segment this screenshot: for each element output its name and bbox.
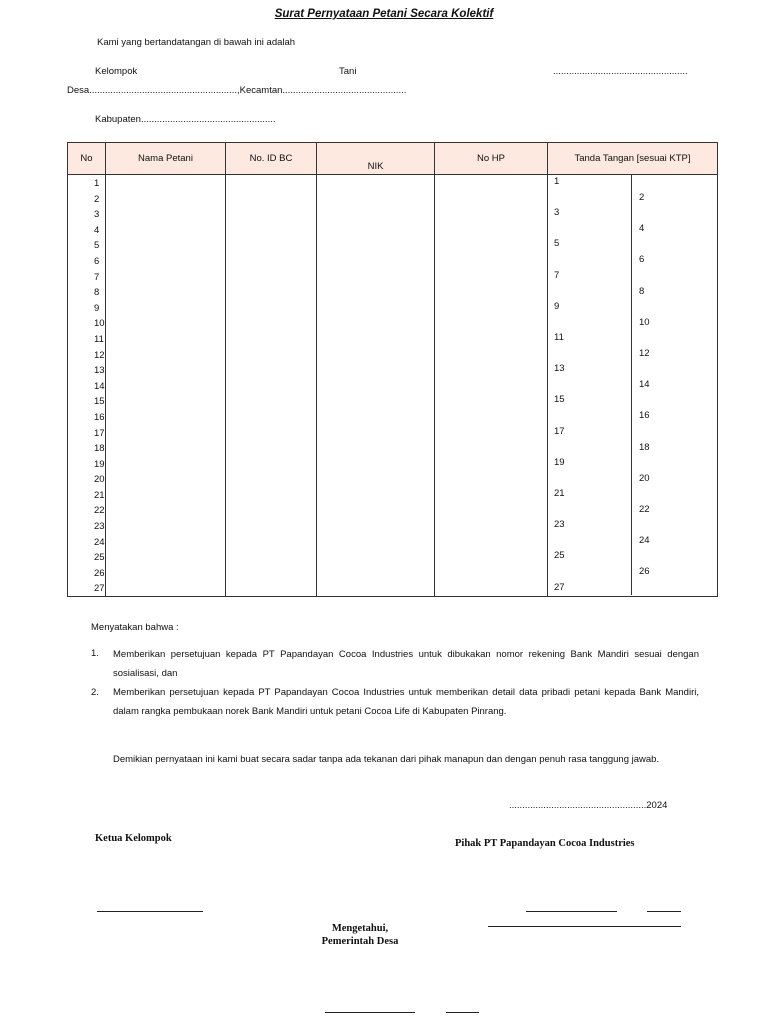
- row-number: 11: [94, 333, 104, 345]
- signature-number-right: 8: [639, 285, 645, 297]
- row-number: 7: [94, 271, 100, 283]
- row-number: 10: [94, 318, 105, 330]
- no-hp-column[interactable]: [435, 175, 548, 597]
- signature-divider: [631, 175, 632, 595]
- pt-papandayan-title: Pihak PT Papandayan Cocoa Industries: [455, 838, 635, 849]
- signature-number-left: 19: [554, 456, 565, 468]
- row-number: 12: [94, 349, 105, 361]
- item-1-text: Memberikan persetujuan kepada PT Papandayan Cocoa Industries untuk dibukakan nomor rekening Bank Mandiri sesuai dengan sosialisasi, dan: [113, 649, 699, 679]
- tani-label: Tani: [339, 66, 357, 77]
- row-number: 14: [94, 380, 105, 392]
- signature-number-right: 26: [639, 566, 650, 578]
- item-2-number: 2.: [91, 687, 99, 698]
- row-number: 22: [94, 505, 105, 517]
- signature-number-left: 11: [554, 332, 564, 343]
- desa-kecamatan-line: Desa........................................................,Kecamtan...............................................: [67, 85, 407, 96]
- farmer-table: [67, 142, 718, 597]
- row-number: 1: [94, 178, 100, 189]
- document-title: Surat Pernyataan Petani Secara Kolektif: [274, 8, 494, 20]
- desa-signature-line-1: [325, 1012, 415, 1013]
- nik-column[interactable]: [317, 175, 435, 597]
- signature-column[interactable]: [548, 175, 718, 597]
- signature-number-right: 4: [639, 223, 645, 235]
- row-number: 20: [94, 474, 105, 486]
- signature-number-left: 23: [554, 519, 565, 531]
- signature-number-left: 1: [554, 176, 560, 187]
- row-number: 26: [94, 567, 105, 579]
- signature-number-left: 13: [554, 363, 565, 375]
- signature-number-right: 20: [639, 472, 650, 484]
- signature-number-right: 2: [639, 192, 645, 203]
- ketua-signature-line: [97, 911, 203, 912]
- signature-number-right: 22: [639, 504, 650, 515]
- signature-number-right: 16: [639, 410, 650, 422]
- row-number: 3: [94, 209, 100, 221]
- signature-number-right: 10: [639, 316, 650, 328]
- signature-number-left: 17: [554, 425, 565, 437]
- header-no-hp: No HP: [435, 143, 548, 175]
- row-number: 9: [94, 302, 100, 314]
- signature-number-left: 9: [554, 300, 560, 312]
- kabupaten-line: Kabupaten...................................................: [95, 114, 276, 125]
- row-number: 21: [94, 489, 105, 501]
- header-nama-petani: Nama Petani: [106, 143, 226, 175]
- header-nik: NIK: [317, 143, 435, 175]
- row-number: 17: [94, 427, 105, 439]
- header-tanda-tangan: Tanda Tangan [sesuai KTP]: [548, 143, 718, 175]
- pemerintah-desa-title: Pemerintah Desa: [321, 936, 399, 947]
- row-number: 2: [94, 193, 100, 205]
- row-number: 24: [94, 536, 105, 548]
- signature-number-left: 3: [554, 207, 560, 219]
- signature-number-left: 7: [554, 269, 560, 281]
- signature-number-right: 18: [639, 441, 650, 453]
- row-number: 4: [94, 224, 100, 236]
- row-number: 5: [94, 240, 100, 252]
- pt-signature-line-2: [647, 911, 681, 912]
- pt-signature-line-1: [526, 911, 617, 912]
- item-2-text: Memberikan persetujuan kepada PT Papandayan Cocoa Industries untuk memberikan detail data pribadi petani kepada Bank Mandiri, dalam rangka pembukaan norek Bank Mandiri untuk petani Cocoa Life di Kabupaten Pinrang.: [113, 687, 699, 717]
- row-number: 18: [94, 443, 105, 455]
- closing-text: Demikian pernyataan ini kami buat secara sadar tanpa ada tekanan dari pihak manapun dan dengan penuh rasa tanggung jawab.: [113, 754, 660, 765]
- signature-number-left: 15: [554, 394, 565, 406]
- row-number: 27: [94, 583, 105, 595]
- statement-lead: Menyatakan bahwa :: [91, 622, 179, 633]
- header-id-bc: No. ID BC: [226, 143, 317, 175]
- row-number: 19: [94, 458, 105, 470]
- desa-signature-line-2: [446, 1012, 479, 1013]
- signature-number-left: 21: [554, 488, 565, 499]
- date-line: ....................................................2024: [509, 800, 668, 811]
- item-1-number: 1.: [91, 648, 99, 659]
- tani-fill-line: ...................................................: [553, 66, 688, 77]
- row-number: 15: [94, 396, 105, 408]
- row-number: 13: [94, 365, 105, 377]
- row-number: 6: [94, 255, 100, 267]
- row-number: 23: [94, 521, 105, 533]
- header-no: No: [68, 143, 106, 175]
- id-bc-column[interactable]: [226, 175, 317, 597]
- row-numbers: [68, 175, 106, 597]
- signature-number-left: 25: [554, 550, 565, 562]
- table-header-row: [68, 143, 718, 175]
- signature-number-right: 12: [639, 348, 650, 359]
- ketua-kelompok-title: Ketua Kelompok: [95, 833, 172, 844]
- signature-number-right: 6: [639, 254, 645, 266]
- kelompok-label: Kelompok: [95, 66, 138, 77]
- signature-number-left: 27: [554, 581, 565, 593]
- row-number: 8: [94, 287, 100, 299]
- signature-number-right: 24: [639, 535, 650, 547]
- mengetahui-title: Mengetahui,: [331, 923, 389, 934]
- signature-number-left: 5: [554, 238, 560, 250]
- intro-text: Kami yang bertandatangan di bawah ini adalah: [97, 37, 296, 48]
- row-number: 16: [94, 411, 105, 423]
- signature-number-right: 14: [639, 379, 650, 391]
- nama-petani-column[interactable]: [106, 175, 226, 597]
- row-number: 25: [94, 552, 105, 564]
